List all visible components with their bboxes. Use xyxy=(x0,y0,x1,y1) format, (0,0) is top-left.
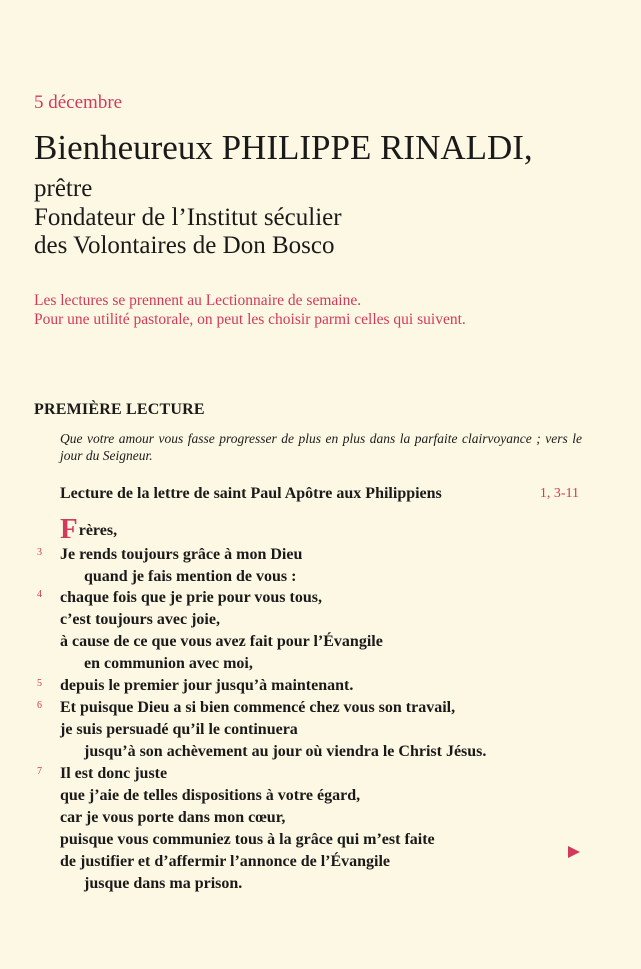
opening-line xyxy=(60,514,117,544)
feast-date: 5 décembre xyxy=(34,92,123,113)
section-heading: PREMIÈRE LECTURE xyxy=(34,401,205,418)
text-line: depuis le premier jour jusqu’à maintenant. xyxy=(60,677,354,694)
saint-title: Bienheureux PHILIPPE RINALDI, xyxy=(34,128,533,167)
reading-intro: Que votre amour vous fasse progresser de plus en plus dans la parfaite clairvoyance ; vers le jour du Seigneur. xyxy=(60,431,582,463)
continue-arrow-icon xyxy=(568,846,580,858)
verse-number: 4 xyxy=(37,589,42,600)
rubric-line-2: Pour une utilité pastorale, on peut les choisir parmi celles qui suivent. xyxy=(34,311,466,328)
text-line: à cause de ce que vous avez fait pour l’Évangile xyxy=(60,633,383,650)
text-line: Je rends toujours grâce à mon Dieu xyxy=(60,546,303,563)
subtitle-line-1: prêtre xyxy=(34,175,93,202)
rubric-note xyxy=(34,291,466,329)
reading-title-text: Lecture de la lettre de saint Paul Apôtre aux Philippiens xyxy=(60,485,442,502)
text-line: Il est donc juste xyxy=(60,765,168,782)
verse-number: 6 xyxy=(37,700,42,711)
verse-number: 7 xyxy=(37,766,42,777)
verse-number: 3 xyxy=(37,547,42,558)
opening-word-rest: rères, xyxy=(78,522,118,539)
drop-cap: F xyxy=(60,513,78,545)
text-line: jusque dans ma prison. xyxy=(84,875,243,892)
text-line: que j’aie de telles dispositions à votre égard, xyxy=(60,787,361,804)
text-line: car je vous porte dans mon cœur, xyxy=(60,809,286,826)
text-line: puisque vous communiez tous à la grâce qui m’est faite xyxy=(60,831,435,848)
text-line: c’est toujours avec joie, xyxy=(60,611,220,628)
text-line: quand je fais mention de vous : xyxy=(84,568,297,585)
text-line: en communion avec moi, xyxy=(84,655,253,672)
reading-title xyxy=(60,485,582,503)
subtitle-line-3: des Volontaires de Don Bosco xyxy=(34,232,335,259)
text-line: chaque fois que je prie pour vous tous, xyxy=(60,589,322,606)
text-line: jusqu’à son achèvement au jour où viendra le Christ Jésus. xyxy=(84,743,487,760)
text-line: de justifier et d’affermir l’annonce de l’Évangile xyxy=(60,853,391,870)
text-line: Et puisque Dieu a si bien commencé chez vous son travail, xyxy=(60,699,456,716)
subtitle-line-2: Fondateur de l’Institut séculier xyxy=(34,204,342,231)
verse-number: 5 xyxy=(37,678,42,689)
text-line: je suis persuadé qu’il le continuera xyxy=(60,721,298,738)
rubric-line-1: Les lectures se prennent au Lectionnaire de semaine. xyxy=(34,292,362,309)
reading-reference: 1, 3-11 xyxy=(539,486,579,501)
